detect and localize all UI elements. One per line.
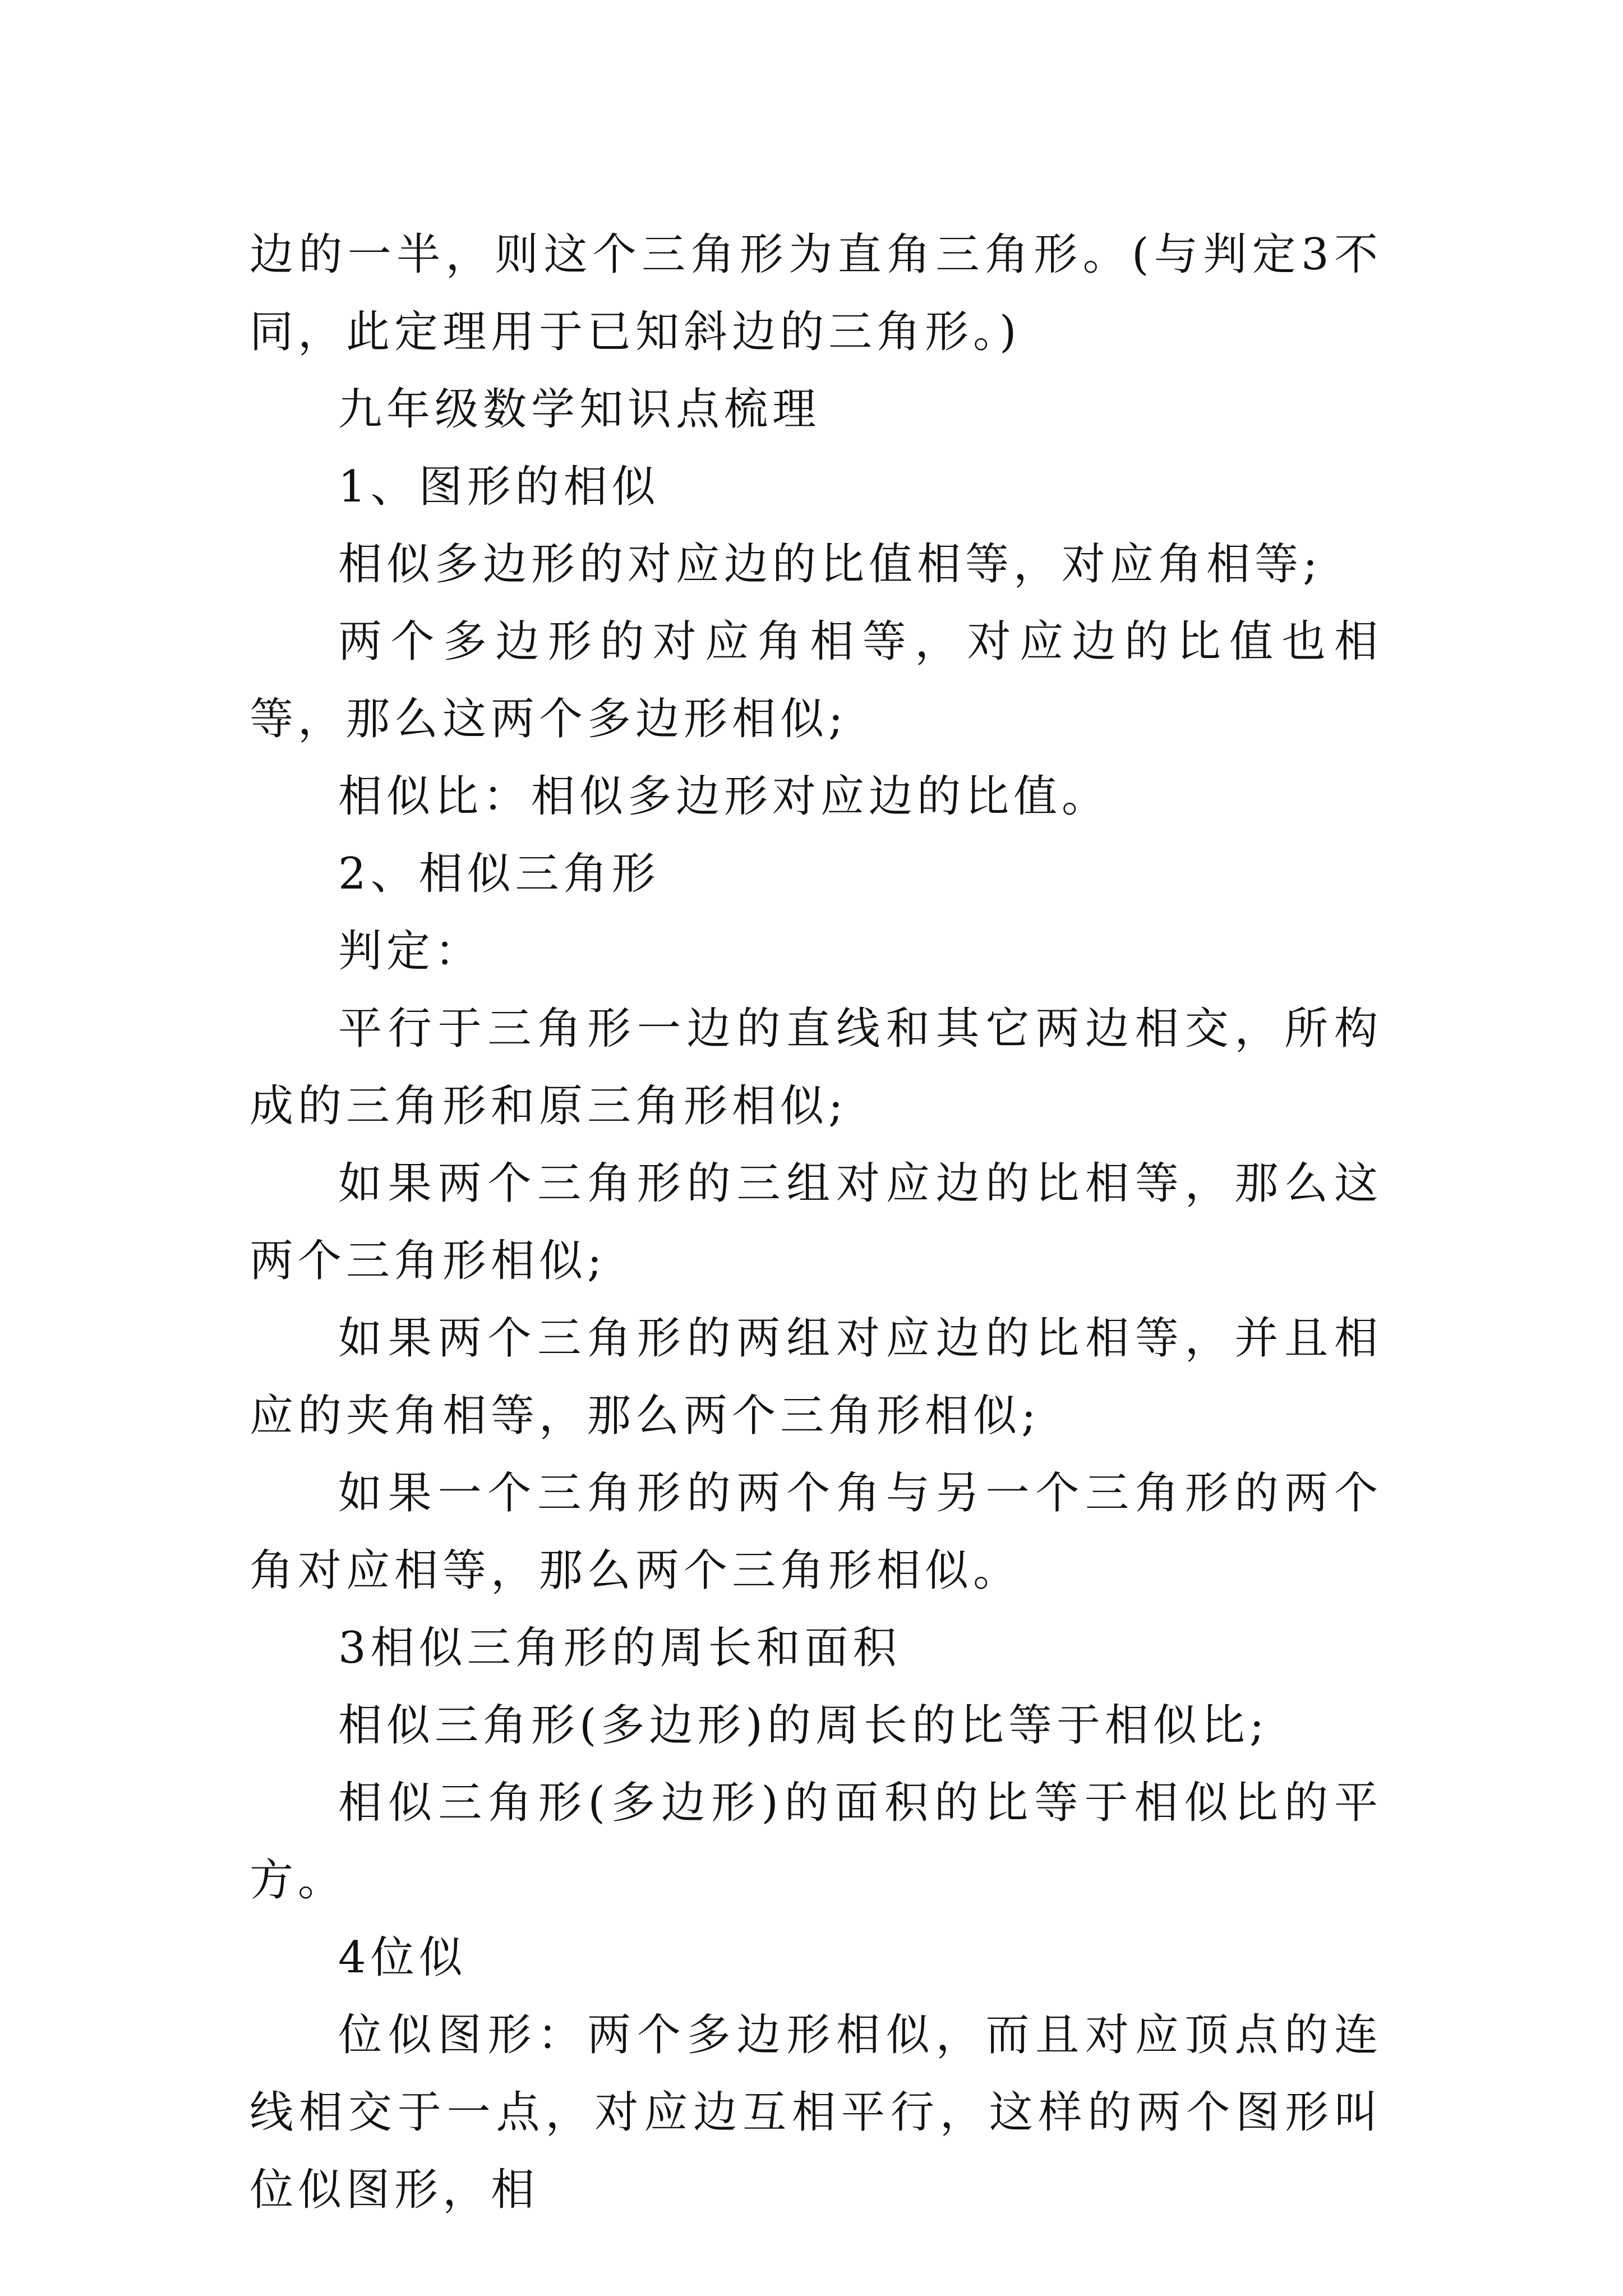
criterion-parallel-line: 平行于三角形一边的直线和其它两边相交，所构成的三角形和原三角形相似; [250,1004,1382,1131]
subheading-perimeter-area: 3相似三角形的周长和面积 [338,1623,901,1673]
subheading-similar-triangles: 2、相似三角形 [338,849,660,899]
paragraph-polygon-condition: 两个多边形的对应角相等，对应边的比值也相等，那么这两个多边形相似; [250,616,1382,744]
paragraph-homothetic-figures: 位似图形：两个多边形相似，而且对应顶点的连线相交于一点，对应边互相平行，这样的两个图形叫位似图形，相 [250,2010,1382,2215]
label-criteria: 判定： [338,926,483,977]
section-heading: 九年级数学知识点梳理 [338,384,821,435]
criterion-two-sides-angle: 如果两个三角形的两组对应边的比相等，并且相应的夹角相等，那么两个三角形相似; [250,1313,1382,1441]
subheading-homothety: 4位似 [338,1932,467,1983]
criterion-three-sides: 如果两个三角形的三组对应边的比相等，那么这两个三角形相似; [250,1158,1382,1286]
paragraph-1: 边的一半，则这个三角形为直角三角形。(与判定3不同，此定理用于已知斜边的三角形。) [250,229,1382,357]
paragraph-similarity-ratio: 相似比：相似多边形对应边的比值。 [338,771,1110,822]
paragraph-area-ratio: 相似三角形(多边形)的面积的比等于相似比的平方。 [250,1778,1382,1906]
subheading-similar-figures: 1、图形的相似 [338,462,660,512]
document-body [250,216,1382,2229]
criterion-two-angles: 如果一个三角形的两个角与另一个三角形的两个角对应相等，那么两个三角形相似。 [250,1468,1382,1596]
paragraph-similar-polygons: 相似多边形的对应边的比值相等，对应角相等; [338,539,1322,590]
paragraph-perimeter-ratio: 相似三角形(多边形)的周长的比等于相似比; [338,1700,1269,1751]
